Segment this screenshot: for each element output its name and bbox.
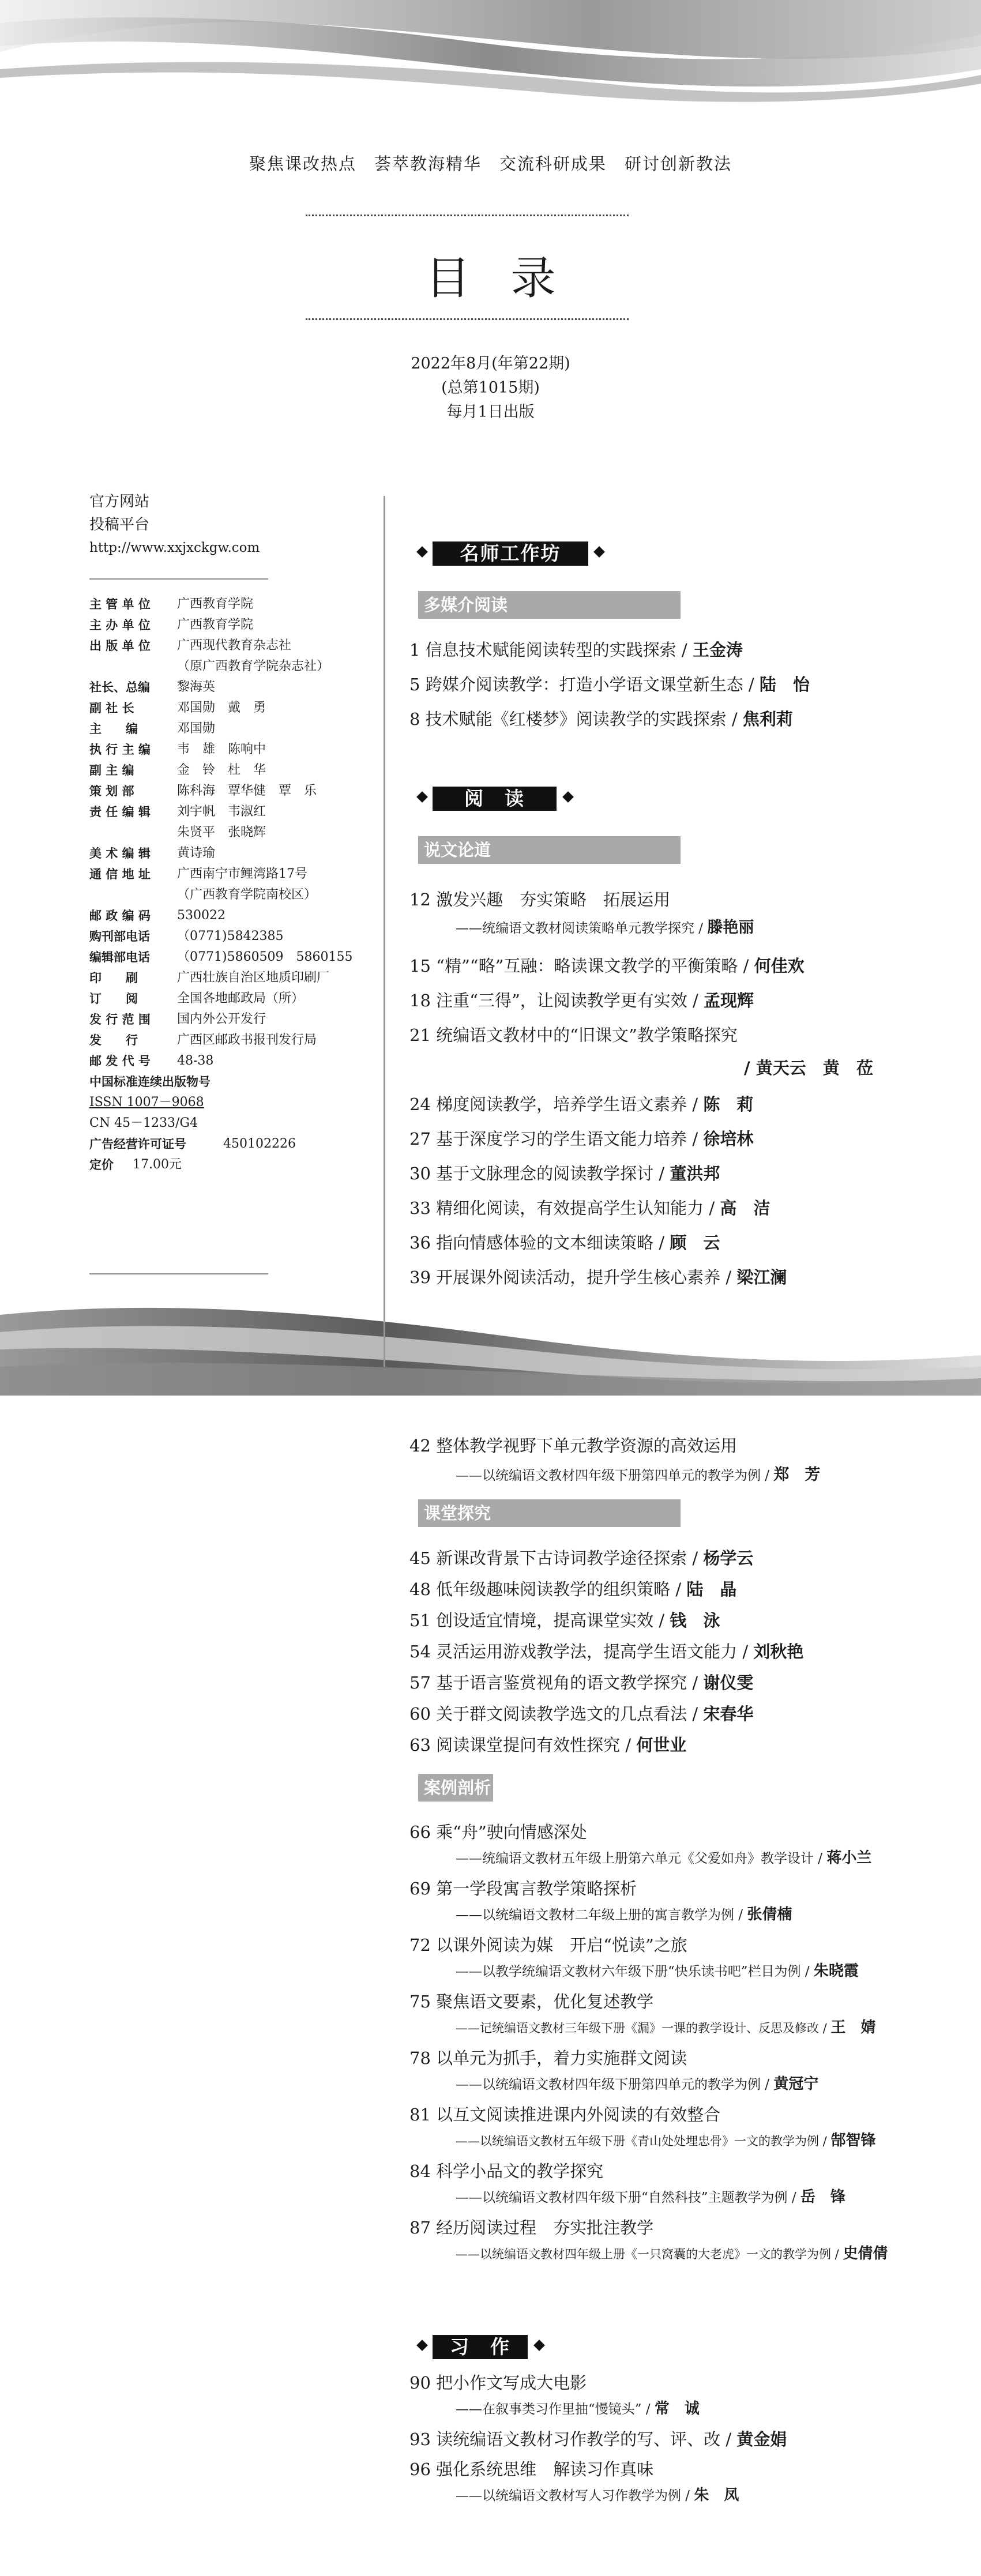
toc-entry-subtitle <box>456 2129 875 2150</box>
entry-author: 梁江澜 <box>736 1268 787 1287</box>
masthead-row <box>89 802 412 822</box>
toc-entry[interactable] <box>409 2045 687 2069</box>
toc-entry[interactable] <box>409 2215 653 2239</box>
entry-author: 徐培林 <box>703 1129 754 1149</box>
masthead-value: 广西现代教育杂志社 <box>177 638 292 653</box>
masthead-row <box>89 760 412 781</box>
issue-total: (总第1015期) <box>441 379 540 397</box>
masthead-row <box>89 615 412 635</box>
entry-subtitle: ——以统编语文教材二年级上册的寓言教学为例 / <box>456 1908 747 1923</box>
entry-title: 33 精细化阅读，有效提高学生认知能力 / <box>409 1198 720 1218</box>
masthead-value: 黎海英 <box>177 680 216 694</box>
category-label: 名师工作坊 <box>433 541 588 566</box>
entry-title: 15 “精”“略”互融：略读课文教学的平衡策略 / <box>409 956 754 976</box>
category-label: 习 作 <box>433 2335 528 2359</box>
toc-entry-subtitle <box>456 2397 700 2418</box>
entry-author: 何佳欢 <box>754 956 805 976</box>
masthead-value: 48-38 <box>177 1054 214 1068</box>
entry-subtitle: ——在叙事类习作里抽“慢镜头” / <box>456 2402 655 2417</box>
masthead-row <box>89 1009 412 1030</box>
masthead-key: 出 版 单 位 <box>89 639 151 653</box>
masthead-value: （0771)5860509 5860155 <box>177 950 353 964</box>
masthead-value: 广西区邮政书报刊发行局 <box>177 1033 317 1047</box>
masthead-row <box>89 1030 412 1051</box>
entry-subtitle: ——以统编语文教材四年级下册第四单元的教学为例 / <box>456 2077 774 2092</box>
entry-author: 杨学云 <box>703 1548 754 1568</box>
masthead-row <box>89 719 412 739</box>
toc-entry-subtitle <box>456 1462 820 1484</box>
ad-license-label: 广告经营许可证号 <box>89 1137 186 1151</box>
toc-entry-subtitle <box>456 1959 859 1980</box>
toc-entry[interactable] <box>409 2427 787 2450</box>
masthead-key: 发 行 <box>89 1033 138 1047</box>
entry-title: 30 基于文脉理念的阅读教学探讨 / <box>409 1164 670 1183</box>
toc-entry[interactable] <box>409 1195 770 1219</box>
toc-entry[interactable] <box>409 672 810 695</box>
masthead-key: 副 主 编 <box>89 764 134 777</box>
toc-entry[interactable] <box>409 1265 787 1288</box>
masthead-value: 刘宇帆 韦淑红 <box>177 804 266 819</box>
entry-author: 刘秋艳 <box>753 1642 804 1661</box>
masthead <box>89 594 412 1175</box>
entry-author: / 黄天云 黄 莅 <box>744 1058 873 1078</box>
toc-entry[interactable] <box>409 1876 637 1900</box>
entry-title: 5 跨媒介阅读教学：打造小学语文课堂新生态 / <box>409 675 760 694</box>
masthead-value: 广西教育学院 <box>177 597 254 611</box>
masthead-row <box>89 843 412 864</box>
sidebar-links <box>89 490 366 559</box>
entry-author: 谢仪雯 <box>703 1673 754 1693</box>
toc-entry[interactable] <box>409 1022 738 1046</box>
masthead-row <box>89 781 412 802</box>
masthead-key: 责 任 编 辑 <box>89 805 151 819</box>
masthead-key: 购刊部电话 <box>89 930 150 943</box>
entry-author: 郑 芳 <box>773 1466 821 1484</box>
toc-entry[interactable] <box>409 1161 720 1184</box>
price-label: 定价 <box>89 1158 114 1172</box>
entry-author: 王金涛 <box>692 640 743 660</box>
masthead-key: 订 阅 <box>89 992 138 1006</box>
divider-bottom <box>306 318 629 320</box>
entry-title: 51 创设适宜情境，提高课堂实效 / <box>409 1611 670 1630</box>
entry-author: 蒋小兰 <box>826 1849 872 1867</box>
journal-slogan: 聚焦课改热点 荟萃教海精华 交流科研成果 研讨创新教法 <box>249 154 732 174</box>
masthead-row <box>89 905 412 926</box>
entry-author: 王 婧 <box>830 2019 876 2036</box>
masthead-value: 530022 <box>177 908 225 923</box>
entry-title: 27 基于深度学习的学生语文能力培养 / <box>409 1129 704 1149</box>
entry-title: 48 低年级趣味阅读教学的组织策略 / <box>409 1580 687 1599</box>
entry-title: 81 以互文阅读推进课内外阅读的有效整合 <box>409 2105 721 2124</box>
entry-title: 63 阅读课堂提问有效性探究 / <box>409 1735 637 1755</box>
masthead-key: 社长、总编 <box>89 680 150 694</box>
entry-title: 69 第一学段寓言教学策略探析 <box>409 1879 637 1898</box>
masthead-value: 朱贤平 张晓辉 <box>177 825 266 840</box>
entry-author: 朱晓霞 <box>813 1962 859 1980</box>
entry-subtitle: ——以教学统编语文教材六年级下册“快乐读书吧”栏目为例 / <box>456 1964 814 1979</box>
top-wave-decoration <box>0 0 981 115</box>
toc-entry-subtitle <box>456 2483 739 2504</box>
toc-entry[interactable] <box>409 1932 687 1956</box>
masthead-key: 美 术 编 辑 <box>89 847 151 860</box>
masthead-value: 邓国勋 戴 勇 <box>177 701 266 715</box>
masthead-key: 主 管 单 位 <box>89 597 151 611</box>
entry-author: 董洪邦 <box>670 1164 720 1183</box>
entry-subtitle: ——统编语文教材五年级上册第六单元《父爱如舟》教学设计 / <box>456 1851 827 1866</box>
divider-top <box>306 215 629 216</box>
toc-entry[interactable] <box>409 1989 653 2013</box>
entry-author: 滕艳丽 <box>707 919 754 937</box>
entry-author: 陈 莉 <box>703 1095 754 1114</box>
entry-author: 郜智锋 <box>830 2132 876 2149</box>
diamond-icon <box>416 2340 428 2351</box>
sidebar-rule-top <box>89 578 268 580</box>
entry-title: 8 技术赋能《红楼梦》阅读教学的实践探索 / <box>409 709 743 729</box>
masthead-row <box>89 635 412 656</box>
toc-entry[interactable] <box>409 1126 753 1150</box>
toc-entry[interactable] <box>409 1230 720 1254</box>
category-header-writing <box>415 2333 548 2361</box>
masthead-value: 金 铃 杜 华 <box>177 763 266 777</box>
masthead-value: （广西教育学院南校区） <box>177 888 317 902</box>
toc-entry[interactable] <box>409 988 754 1011</box>
entry-title: 66 乘“舟”驶向情感深处 <box>409 1822 587 1842</box>
entry-title: 18 注重“三得”，让阅读教学更有实效 / <box>409 991 704 1010</box>
masthead-value: 广西教育学院 <box>177 618 254 632</box>
toc-entry-subtitle <box>456 1902 792 1924</box>
entry-title: 21 统编语文教材中的“旧课文”教学策略探究 <box>409 1025 738 1045</box>
entry-title: 57 基于语言鉴赏视角的语文教学探究 / <box>409 1673 704 1693</box>
entry-title: 42 整体教学视野下单元教学资源的高效运用 <box>409 1436 738 1456</box>
masthead-row <box>89 988 412 1009</box>
entry-title: 78 以单元为抓手，着力实施群文阅读 <box>409 2048 687 2068</box>
toc-entry[interactable] <box>409 1732 686 1756</box>
toc-entry[interactable] <box>409 1577 736 1600</box>
issn-number: ISSN 1007－9068 <box>89 1095 204 1110</box>
masthead-row <box>89 885 412 905</box>
masthead-key: 印 刷 <box>89 971 138 985</box>
sidebar-rule-bottom <box>89 1273 268 1274</box>
masthead-key: 邮 发 代 号 <box>89 1054 151 1068</box>
toc-entry[interactable] <box>409 2102 720 2126</box>
standard-serial-label: 中国标准连续出版物号 <box>89 1075 211 1089</box>
official-site-label: 官方网站 <box>89 493 150 510</box>
column-divider <box>384 496 385 1367</box>
masthead-value: 邓国勋 <box>177 721 216 736</box>
entry-author: 高 洁 <box>720 1198 770 1218</box>
submission-platform-label: 投稿平台 <box>89 516 150 533</box>
masthead-row <box>89 1134 412 1155</box>
toc-entry[interactable] <box>409 1639 803 1663</box>
masthead-value: 黄诗瑜 <box>177 846 216 860</box>
entry-author: 朱 凤 <box>694 2487 739 2504</box>
entry-author: 何世业 <box>636 1735 687 1755</box>
masthead-value: （0771)5842385 <box>177 929 284 943</box>
masthead-value: 广西壮族自治区地质印刷厂 <box>177 971 330 985</box>
toc-entry[interactable] <box>409 1433 737 1457</box>
masthead-row <box>89 947 412 968</box>
masthead-key: 邮 政 编 码 <box>89 909 151 923</box>
section-header-multimedia-reading: 多媒介阅读 <box>418 591 681 619</box>
masthead-row <box>89 1113 412 1134</box>
diamond-icon <box>416 791 428 803</box>
toc-entry[interactable] <box>409 2370 587 2394</box>
price-value: 17.00元 <box>133 1157 182 1172</box>
entry-author: 焦利莉 <box>742 709 793 729</box>
category-header-masters-workshop <box>415 539 606 568</box>
toc-entry-subtitle <box>456 2072 818 2093</box>
masthead-value: 国内外公开发行 <box>177 1012 266 1026</box>
masthead-row <box>89 968 412 988</box>
entry-author: 钱 泳 <box>670 1611 720 1630</box>
toc-entry[interactable] <box>409 953 805 977</box>
entry-subtitle: ——以统编语文教材四年级上册《一只窝囊的大老虎》一文的教学为例 / <box>456 2247 843 2261</box>
diamond-icon <box>562 791 574 803</box>
masthead-row <box>89 926 412 947</box>
toc-entry-subtitle <box>456 915 754 937</box>
entry-author: 黄冠宁 <box>773 2075 819 2093</box>
masthead-value: 全国各地邮政局（所） <box>177 991 305 1006</box>
masthead-key: 发 行 范 围 <box>89 1013 151 1026</box>
entry-title: 60 关于群文阅读教学选文的几点看法 / <box>409 1704 704 1724</box>
entry-title: 90 把小作文写成大电影 <box>409 2373 587 2393</box>
masthead-key: 主 办 单 位 <box>89 618 151 632</box>
section-header-classroom-inquiry: 课堂探究 <box>418 1499 681 1527</box>
toc-entry[interactable] <box>409 1701 753 1725</box>
masthead-row <box>89 822 412 843</box>
masthead-row <box>89 1071 412 1092</box>
masthead-value: （原广西教育学院杂志社） <box>177 659 330 674</box>
entry-subtitle: ——以统编语文教材五年级下册《青山处处埋忠骨》一文的教学为例 / <box>456 2134 831 2148</box>
entry-author: 常 诚 <box>654 2400 700 2417</box>
diamond-icon <box>416 546 428 558</box>
masthead-row <box>89 1092 412 1113</box>
masthead-row <box>89 698 412 719</box>
entry-subtitle: ——统编语文教材阅读策略单元教学探究 / <box>456 921 708 936</box>
toc-entry-subtitle <box>456 2185 845 2206</box>
masthead-key: 主 编 <box>89 722 138 736</box>
issue-date: 2022年8月(年第22期) <box>411 355 570 373</box>
entry-title: 84 科学小品文的教学探究 <box>409 2161 604 2181</box>
entry-title: 39 开展课外阅读活动，提升学生核心素养 / <box>409 1268 737 1287</box>
entry-author: 陆 怡 <box>759 675 810 694</box>
toc-entry[interactable] <box>409 1670 753 1694</box>
entry-title: 12 激发兴趣 夯实策略 拓展运用 <box>409 890 671 909</box>
entry-title: 24 梯度阅读教学，培养学生语文素养 / <box>409 1095 704 1114</box>
entry-author: 史倩倩 <box>843 2245 888 2262</box>
entry-subtitle: ——以统编语文教材四年级下册第四单元的教学为例 / <box>456 1468 774 1483</box>
entry-author: 宋春华 <box>703 1704 754 1724</box>
entry-subtitle: ——以统编语文教材写人习作教学为例 / <box>456 2488 694 2503</box>
ad-license-number: 450102226 <box>223 1137 296 1151</box>
toc-entry[interactable] <box>409 1092 753 1115</box>
entry-author: 顾 云 <box>670 1233 720 1253</box>
toc-entry[interactable] <box>409 887 670 911</box>
page-title: 目录 <box>425 253 596 304</box>
entry-subtitle: ——记统编语文教材三年级下册《漏》一课的教学设计、反思及修改 / <box>456 2021 831 2035</box>
entry-title: 54 灵活运用游戏教学法，提高学生语文能力 / <box>409 1642 754 1661</box>
toc-entry[interactable] <box>409 1608 720 1631</box>
masthead-value: 陈科海 覃华健 覃 乐 <box>177 784 317 798</box>
masthead-row <box>89 739 412 760</box>
diamond-icon <box>593 546 605 558</box>
entry-title: 75 聚焦语文要素，优化复述教学 <box>409 1992 654 2011</box>
entry-title: 45 新课改背景下古诗词教学途径探索 / <box>409 1548 704 1568</box>
toc-entry[interactable] <box>409 706 793 730</box>
toc-entry[interactable] <box>409 637 743 661</box>
masthead-row <box>89 594 412 615</box>
entry-title: 36 指向情感体验的文本细读策略 / <box>409 1233 670 1253</box>
entry-author: 孟现辉 <box>703 991 754 1010</box>
toc-entry-subtitle <box>456 2015 875 2037</box>
category-header-reading <box>415 784 577 813</box>
entry-author: 陆 晶 <box>686 1580 737 1599</box>
toc-entry[interactable] <box>409 2457 653 2480</box>
masthead-key: 通 信 地 址 <box>89 867 151 881</box>
entry-author: 黄金娟 <box>736 2430 787 2449</box>
masthead-key: 副 社 长 <box>89 701 134 715</box>
toc-entry-subtitle <box>456 2242 888 2263</box>
category-label: 阅 读 <box>433 787 557 811</box>
entry-author: 张倩楠 <box>747 1906 792 1923</box>
website-url[interactable]: http://www.xxjxckgw.com <box>89 540 260 555</box>
toc-entry[interactable] <box>409 1819 587 1843</box>
toc-entry[interactable] <box>409 2158 603 2182</box>
section-header-case-analysis: 案例剖析 <box>418 1774 493 1802</box>
masthead-row <box>89 1155 412 1175</box>
cn-number: CN 45－1233/G4 <box>89 1116 198 1130</box>
masthead-key: 执 行 主 编 <box>89 743 151 757</box>
masthead-value: 广西南宁市鲤湾路17号 <box>177 867 307 881</box>
entry-title: 72 以课外阅读为媒 开启“悦读”之旅 <box>409 1935 687 1955</box>
entry-title: 93 读统编语文教材习作教学的写、评、改 / <box>409 2430 737 2449</box>
mid-wave-decoration <box>0 1292 981 1396</box>
masthead-value: 韦 雄 陈响中 <box>177 742 266 757</box>
entry-subtitle: ——以统编语文教材四年级下册“自然科技”主题教学为例 / <box>456 2190 800 2205</box>
toc-entry[interactable] <box>409 1545 753 1569</box>
diamond-icon <box>533 2340 545 2351</box>
publication-day: 每月1日出版 <box>446 403 535 421</box>
entry-author: 岳 锋 <box>800 2188 845 2206</box>
entry-title: 1 信息技术赋能阅读转型的实践探索 / <box>409 640 693 660</box>
entry-title: 96 强化系统思维 解读习作真味 <box>409 2460 654 2479</box>
toc-entry-subtitle <box>456 1846 871 1867</box>
masthead-row <box>89 677 412 698</box>
masthead-key: 编辑部电话 <box>89 950 150 964</box>
masthead-row <box>89 864 412 885</box>
entry-title: 87 经历阅读过程 夯实批注教学 <box>409 2218 654 2237</box>
masthead-row <box>89 656 412 677</box>
masthead-row <box>89 1051 412 1071</box>
section-header-discourse: 说文论道 <box>418 836 681 864</box>
masthead-key: 策 划 部 <box>89 784 134 798</box>
